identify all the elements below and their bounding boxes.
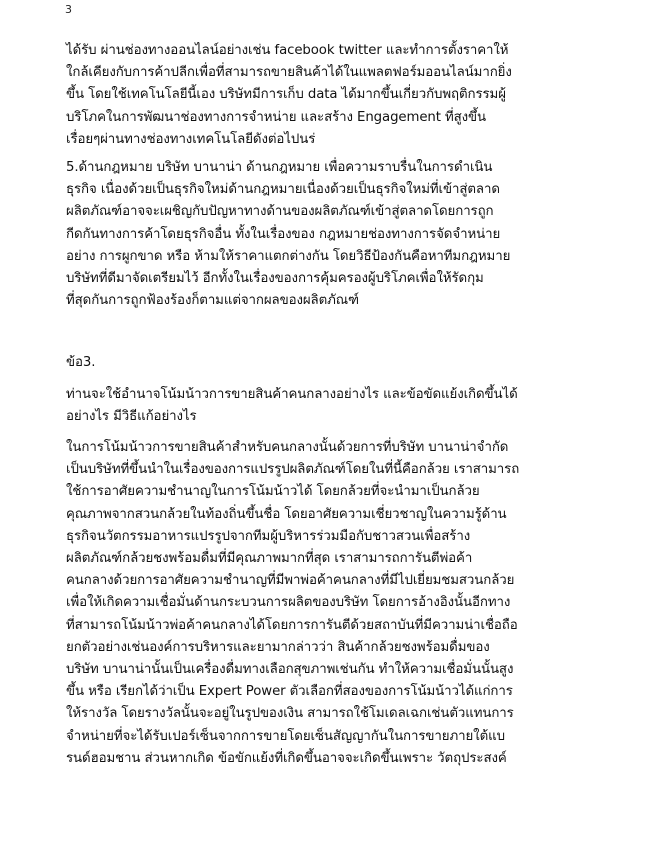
text-line: ธุรกิจ เนื่องด้วยเป็นธุรกิจใหม่ด้านกฎหมายเนื่องด้วยเป็นธุรกิจใหม่ที่เข้าสู่ตลาด — [66, 182, 500, 198]
question-heading — [66, 352, 596, 374]
page-number: 3 — [65, 3, 72, 16]
paragraph-gap — [66, 428, 596, 437]
text-line: คุณภาพจากสวนกล้วยในท้องถิ่นขึ้นชื่อ โดยอาศัยความเชี่ยวชาญในความรู้ด้าน — [66, 506, 507, 522]
text-line: ที่สามารถโน้มน้าวพ่อค้าคนกลางได้โดยการการันตีด้วยสถาบันที่มีความน่าเชื่อถือ — [66, 617, 518, 633]
text-line: อย่าง การผูกขาด หรือ ห้ามให้ราคาแตกต่างกัน โดยวิธีป้องกันคือหาทีมกฎหมาย — [66, 248, 511, 264]
text-line: ท่านจะใช้อำนาจโน้มน้าวการขายสินค้าคนกลางอย่างไร และข้อขัดแย้งเกิดขึ้นได้ — [66, 386, 518, 402]
text-line: ที่สุดกันการถูกฟ้องร้องก็ตามแต่จากผลของผลิตภัณฑ์ — [66, 293, 359, 309]
text-line: ใช้การอาศัยความชำนาญในการโน้มน้าวได้ โดยกล้วยที่จะนำมาเป็นกล้วย — [66, 484, 480, 500]
paragraph-online-channels — [66, 40, 596, 151]
section-gap — [66, 312, 596, 352]
text-line: ยกตัวอย่างเช่นองค์การบริหารและยามากล่าวว่า สินค้ากล้วยชงพร้อมดื่มของ — [66, 639, 490, 655]
paragraph-legal — [66, 157, 596, 312]
text-line: คนกลางด้วยการอาศัยความชำนาญที่มีพาพ่อค้าคนกลางที่มีไปเยี่ยมชมสวนกล้วย — [66, 573, 515, 589]
text-line: ในการโน้มน้าวการขายสินค้าสำหรับคนกลางนั้นด้วยการที่บริษัท บานาน่าจำกัด — [66, 440, 509, 456]
heading-line: ข้อ3. — [66, 355, 96, 371]
text-line: อย่างไร มีวิธีแก้อย่างไร — [66, 408, 197, 424]
text-line: ใกล้เคียงกับการค้าปลีกเพื่อที่สามารถขายสินค้าได้ในแพลตฟอร์มออนไลน์มากยิ่ง — [66, 65, 512, 81]
text-line: เพื่อให้เกิดความเชื่อมั่นด้านกระบวนการผลิตของบริษัท โดยการอ้างอิงนั้นอีกทาง — [66, 595, 511, 611]
paragraph-gap — [66, 375, 596, 384]
text-line: เรื่อยๆผ่านทางช่องทางเทคโนโลยีดังต่อไปนร่ — [66, 131, 316, 147]
text-line: ผลิตภัณฑ์กล้วยชงพร้อมดื่มที่มีคุณภาพมากที่สุด เราสามารถการันตีพ่อค้า — [66, 551, 473, 567]
text-line: บริษัทที่ดีมาจัดเตรียมไว้ อีกทั้งในเรื่องของการคุ้มครองผู้บริโภคเพื่อให้รัดกุม — [66, 271, 484, 287]
text-line: กีดกันทางการค้าโดยธุรกิจอื่น ทั้งในเรื่องของ กฎหมายช่องทางการจัดจำหน่าย — [66, 226, 501, 242]
text-line: บริษัท บานาน่านั้นเป็นเครื่องดื่มทางเลือกสุขภาพเช่นกัน ทำให้ความเชื่อมั่นนั้นสูง — [66, 662, 514, 678]
text-line: ผลิตภัณฑ์อาจจะเผชิญกับปัญหาทางด้านของผลิตภัณฑ์เข้าสู่ตลาดโดยการถูก — [66, 204, 494, 220]
text-line: รนด์ฮอมชาน ส่วนหากเกิด ข้อขักแย้งที่เกิดขึ้นอาจจะเกิดขึ้นเพราะ วัตถุประสงค์ — [66, 750, 507, 766]
text-line: บริโภคในการพัฒนาช่องทางการจำหน่าย และสร้าง Engagement ที่สูงขึ้น — [66, 109, 487, 125]
text-line: จำหน่ายที่จะได้รับเปอร์เซ็นจากการขายโดยเซ็นสัญญากันในการขายภายใต้แบ — [66, 728, 505, 744]
document-body — [66, 40, 596, 770]
text-line: ให้รางวัล โดยรางวัลนั้นจะอยู่ในรูปของเงิน สามารถใช้โมเดลเฉกเช่นตัวแทนการ — [66, 706, 514, 722]
text-line: เป็นบริษัทที่ขึ้นนำในเรื่องของการแปรรูปผลิตภัณฑ์โดยในที่นี้คือกล้วย เราสามารถ — [66, 462, 520, 478]
text-line: ธุรกิจนวัตกรรมอาหารแปรรูปจากทีมผู้บริหารร่วมมือกับชาวสวนเพื่อสร้าง — [66, 528, 471, 544]
text-line: ขึ้น โดยใช้เทคโนโลยีนี้เอง บริษัทมีการเก็บ data ได้มากขึ้นเกี่ยวกับพฤติกรรมผู้ — [66, 87, 506, 103]
text-line: ได้รับ ผ่านช่องทางออนไลน์อย่างเช่น facebook twitter และทำการตั้งราคาให้ — [66, 43, 509, 58]
paragraph-answer — [66, 437, 596, 770]
text-line: ขึ้น หรือ เรียกได้ว่าเป็น Expert Power ตัวเลือกที่สองของการโน้มน้าวได้แก่การ — [66, 684, 513, 700]
text-line: 5.ด้านกฎหมาย บริษัท บานาน่า ด้านกฎหมาย เพื่อความราบรื่นในการดำเนิน — [66, 160, 493, 176]
question-text — [66, 384, 596, 428]
